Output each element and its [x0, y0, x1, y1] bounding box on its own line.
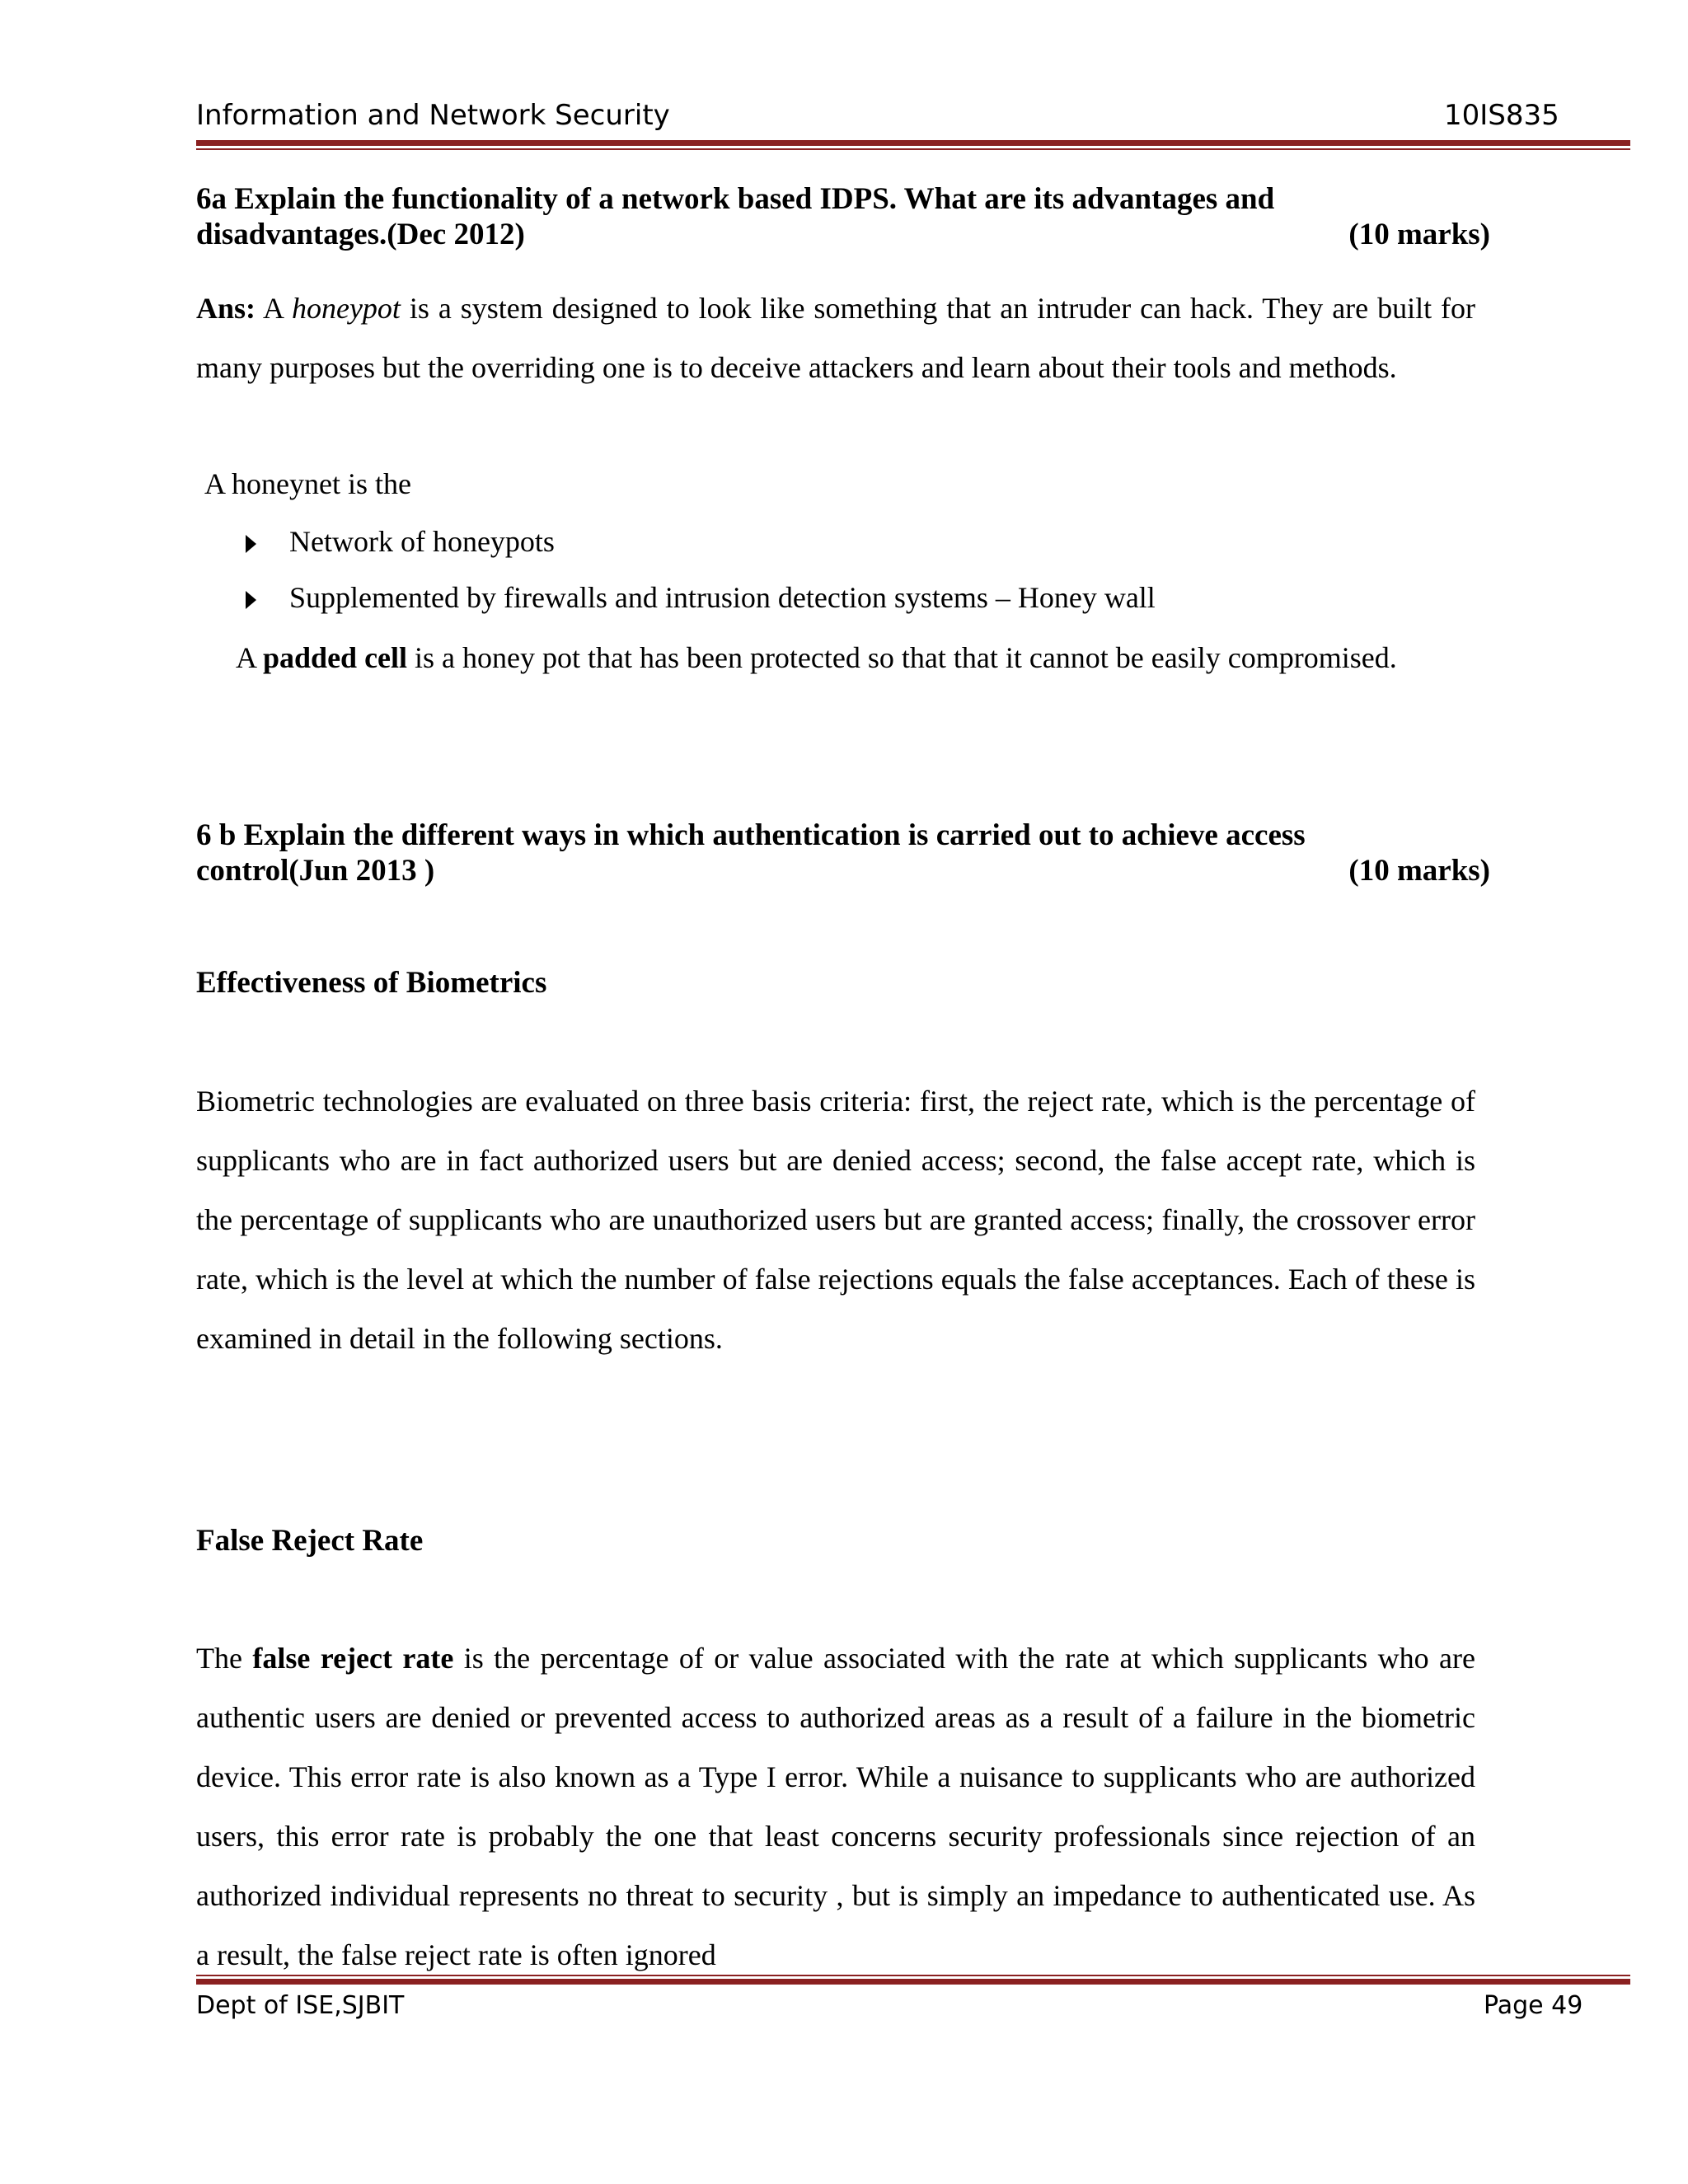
footer-page-number: Page 49: [1484, 1991, 1583, 2020]
bullet-item: [246, 524, 555, 559]
frr-text: is the percentage of or value associated with the rate at which supplicants who are authentic users are denied or prevented access to authorized areas as a result of a failure in the biometric device. This error rate is also known as a Type I error. While a nuisance to supplicants who are authorized users, this error rate is probably the one that least concerns security professionals since rejection of an authorized individual represents no threat to security , but is simply an impedance to authenticated use. As a result, the false reject rate is often ignored: [196, 1642, 1476, 1971]
bullet-text: Supplemented by firewalls and intrusion detection systems – Honey wall: [289, 581, 1156, 614]
padded-cell-article: A: [236, 641, 264, 674]
question-6a: [196, 181, 1490, 252]
footer-dept: Dept of ISE,SJBIT: [196, 1991, 405, 2020]
honeypot-term: honeypot: [291, 292, 401, 325]
bullet-text: Network of honeypots: [289, 525, 555, 558]
question-6b-line1: 6 b Explain the different ways in which authentication is carried out to achieve access: [196, 818, 1306, 852]
question-6a-marks: (10 marks): [1348, 218, 1490, 251]
padded-cell-paragraph: [196, 628, 1475, 687]
honeynet-intro: A honeynet is the: [204, 467, 411, 500]
bullet-triangle-icon: [246, 535, 256, 553]
answer-paragraph: [196, 279, 1475, 397]
question-6b: [196, 818, 1490, 888]
question-6a-line1: 6a Explain the functionality of a network based IDPS. What are its advantages and: [196, 182, 1275, 216]
header-rule: [196, 140, 1630, 150]
biometrics-paragraph: Biometric technologies are evaluated on three basis criteria: first, the reject rate, which is the percentage of supplicants who are in fact authorized users but are denied access; second, the false accept rate, which is the percentage of supplicants who are unauthorized users but are granted access; finally, the crossover error rate, which is the level at which the number of false rejections equals the false acceptances. Each of these is examined in detail in the following sections.: [196, 1085, 1475, 1355]
question-6a-line2: disadvantages.(Dec 2012): [196, 218, 525, 251]
frr-the: The: [196, 1642, 253, 1675]
frr-paragraph: [196, 1629, 1475, 1985]
question-6b-line2: control(Jun 2013 ): [196, 854, 435, 888]
question-6b-marks: (10 marks): [1348, 854, 1490, 888]
frr-term: false reject rate: [252, 1642, 454, 1675]
header-title: Information and Network Security: [196, 99, 670, 132]
answer-article: A: [263, 292, 284, 325]
answer-label: Ans:: [196, 292, 256, 325]
padded-cell-term: padded cell: [263, 641, 408, 674]
header-course-code: 10IS835: [1444, 99, 1559, 132]
biometrics-heading: Effectiveness of Biometrics: [196, 966, 547, 1000]
bullet-item: [246, 580, 1156, 615]
padded-cell-text: is a honey pot that has been protected so that that it cannot be easily compromised.: [407, 641, 1397, 674]
frr-heading: False Reject Rate: [196, 1524, 424, 1558]
bullet-triangle-icon: [246, 591, 256, 609]
footer-rule: [196, 1975, 1630, 1985]
answer-text: is a system designed to look like something that an intruder can hack. They are built for many purposes but the overriding one is to deceive attackers and learn about their tools and methods.: [196, 292, 1476, 384]
